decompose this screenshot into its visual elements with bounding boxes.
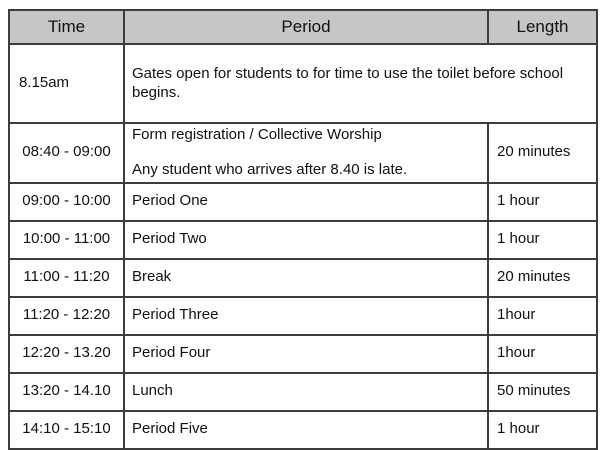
length-cell: 1hour xyxy=(488,335,597,373)
table-row xyxy=(9,221,597,259)
time-cell: 11:20 - 12:20 xyxy=(9,297,124,335)
length-cell: 1 hour xyxy=(488,411,597,449)
column-header-period: Period xyxy=(124,10,488,44)
table-row xyxy=(9,44,597,123)
length-cell: 20 minutes xyxy=(488,123,597,183)
table-row xyxy=(9,123,597,183)
period-cell: Break xyxy=(124,259,488,297)
table-row xyxy=(9,259,597,297)
time-cell: 10:00 - 11:00 xyxy=(9,221,124,259)
length-cell: 1 hour xyxy=(488,183,597,221)
table-row xyxy=(9,183,597,221)
school-timetable-table xyxy=(8,9,598,450)
column-header-time: Time xyxy=(9,10,124,44)
table-row xyxy=(9,373,597,411)
table-row xyxy=(9,297,597,335)
time-cell: 14:10 - 15:10 xyxy=(9,411,124,449)
column-header-length: Length xyxy=(488,10,597,44)
period-cell: Period Five xyxy=(124,411,488,449)
period-cell: Gates open for students to for time to use the toilet before school begins. xyxy=(124,44,597,123)
length-cell: 1hour xyxy=(488,297,597,335)
period-cell: Period Three xyxy=(124,297,488,335)
period-cell: Period One xyxy=(124,183,488,221)
period-cell: Period Two xyxy=(124,221,488,259)
period-cell xyxy=(124,123,488,183)
time-cell: 12:20 - 13.20 xyxy=(9,335,124,373)
length-cell: 20 minutes xyxy=(488,259,597,297)
period-cell: Period Four xyxy=(124,335,488,373)
table-header-row xyxy=(9,10,597,44)
table-row xyxy=(9,411,597,449)
period-text-line1: Form registration / Collective Worship xyxy=(132,126,382,143)
period-text-line2: Any student who arrives after 8.40 is late. xyxy=(132,160,408,178)
time-cell: 8.15am xyxy=(9,44,124,123)
table-row xyxy=(9,335,597,373)
length-cell: 1 hour xyxy=(488,221,597,259)
time-cell: 13:20 - 14.10 xyxy=(9,373,124,411)
length-cell: 50 minutes xyxy=(488,373,597,411)
time-cell: 08:40 - 09:00 xyxy=(9,123,124,183)
time-cell: 11:00 - 11:20 xyxy=(9,259,124,297)
time-cell: 09:00 - 10:00 xyxy=(9,183,124,221)
period-cell: Lunch xyxy=(124,373,488,411)
